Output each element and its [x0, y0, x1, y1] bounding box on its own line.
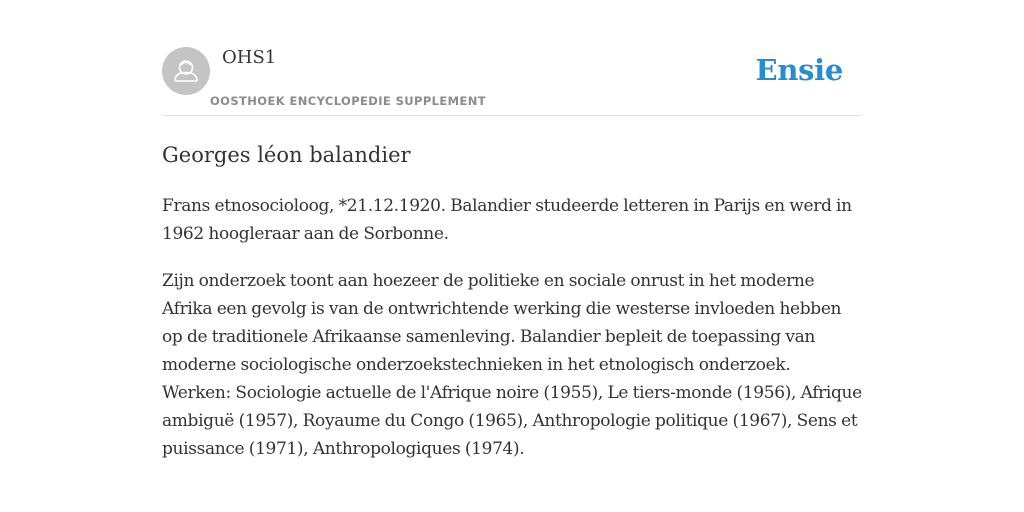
article-title: Georges léon balandier — [162, 143, 411, 167]
page — [162, 0, 862, 512]
header — [162, 0, 862, 116]
article-paragraph: Zijn onderzoek toont aan hoezeer de politieke en sociale onrust in het moderne Afrika een gevolg is van de ontwrichtende werking die westerse invloeden hebben op de traditionele Afrikaanse samenleving. Balandier bepleit de toepassing van moderne sociologische onderzoekstechnieken in het etnologisch onderzoek. Werken: Sociologie actuelle de l'Afrique noire (1955), Le tiers-monde (1956), Afrique ambiguë (1957), Royaume du Congo (1965), Anthropologie politique (1967), Sens et puissance (1971), Anthropologiques (1974). — [162, 271, 862, 459]
article-body — [162, 192, 862, 482]
article-paragraph: Frans etnosocioloog, *21.12.1920. Balandier studeerde letteren in Parijs en werd in 1962 hoogleraar aan de Sorbonne. — [162, 196, 852, 244]
user-avatar-icon — [162, 47, 210, 95]
author-name[interactable]: OHS1 — [222, 47, 277, 68]
author-avatar[interactable] — [162, 47, 210, 95]
ensie-logo[interactable]: Ensie — [755, 53, 843, 87]
source-name[interactable]: OOSTHOEK ENCYCLOPEDIE SUPPLEMENT — [210, 94, 487, 108]
